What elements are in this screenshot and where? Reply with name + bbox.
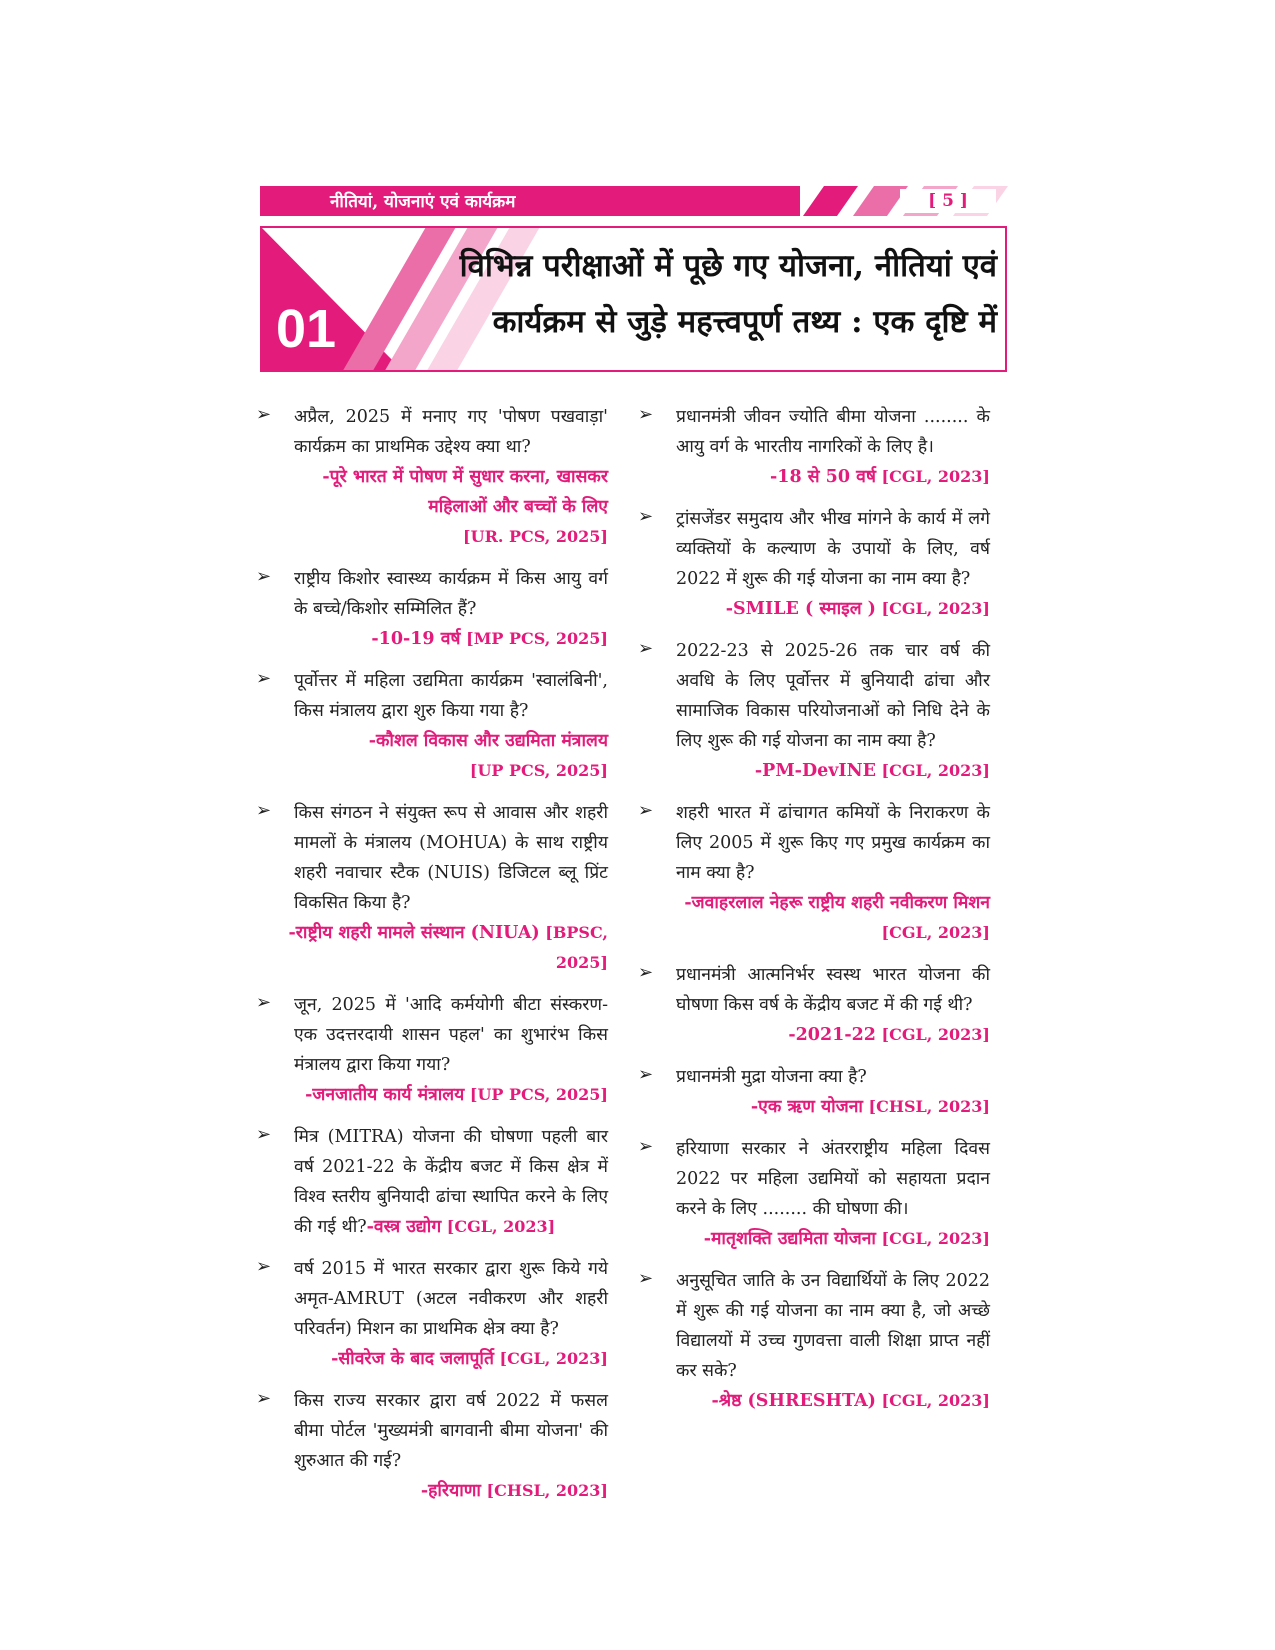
- answer-line: [294, 1080, 608, 1110]
- arrow-bullet-icon: ➢: [638, 1268, 654, 1289]
- source: [UP PCS, 2025]: [469, 1085, 608, 1104]
- question: अनुसूचित जाति के उन विद्यार्थियों के लिए 2022 में शुरू की गई योजना का नाम क्या है, जो अच्छे विद्यालयों में उच्च गुणवत्ता वाली शिक्षा प्राप्त नहीं कर सके?: [676, 1271, 990, 1381]
- question: प्रधानमंत्री जीवन ज्योति बीमा योजना ........ के आयु वर्ग के भारतीय नागरिकों के लिए है।: [676, 407, 990, 457]
- list-item: [636, 1062, 990, 1122]
- list-item: [636, 798, 990, 948]
- arrow-bullet-icon: ➢: [638, 962, 654, 983]
- question: प्रधानमंत्री आत्मनिर्भर स्वस्थ भारत योजना की घोषणा किस वर्ष के केंद्रीय बजट में की गई थी?: [676, 965, 990, 1015]
- chapter-title-line2: कार्यक्रम से जुड़े महत्त्वपूर्ण तथ्य : एक दृष्टि में: [492, 304, 997, 340]
- chapter-banner: [260, 226, 1007, 372]
- question: अप्रैल, 2025 में मनाए गए 'पोषण पखवाड़ा' कार्यक्रम का प्राथमिक उद्देश्य क्या था?: [294, 407, 608, 457]
- answer: -मातृशक्ति उद्यमिता योजना: [703, 1229, 876, 1249]
- answer: -SMILE ( स्माइल ): [725, 599, 876, 619]
- answer-line: [676, 756, 990, 786]
- question: किस संगठन ने संयुक्त रूप से आवास और शहरी मामलों के मंत्रालय (MOHUA) के साथ राष्ट्रीय शहरी नवाचार स्टैक (NUIS) डिजिटल ब्लू प्रिंट विकसित किया है?: [294, 803, 608, 913]
- answer: -राष्ट्रीय शहरी मामले संस्थान (NIUA): [288, 923, 540, 943]
- page-number: [ 5 ]: [900, 189, 996, 213]
- answer: -जवाहरलाल नेहरू राष्ट्रीय शहरी नवीकरण मिशन: [684, 893, 990, 913]
- source: [CGL, 2023]: [881, 1391, 990, 1410]
- answer-line: [294, 1476, 608, 1506]
- running-header: [260, 186, 1007, 216]
- answer: -सीवरेज के बाद जलापूर्ति: [331, 1349, 494, 1369]
- question: ट्रांसजेंडर समुदाय और भीख मांगने के कार्य में लगे व्यक्तियों के कल्याण के उपायों के लिए, वर्ष 2022 में शुरू की गई योजना का नाम क्या है?: [676, 509, 990, 589]
- arrow-bullet-icon: ➢: [638, 800, 654, 821]
- question: वर्ष 2015 में भारत सरकार द्वारा शुरू किये गये अमृत-AMRUT (अटल नवीकरण और शहरी परिवर्तन) मिशन का प्राथमिक क्षेत्र क्या है?: [294, 1259, 608, 1339]
- arrow-bullet-icon: ➢: [638, 638, 654, 659]
- answer: -वस्त्र उद्योग: [366, 1217, 442, 1237]
- answer-line: [294, 624, 608, 654]
- source: [CHSL, 2023]: [868, 1097, 990, 1116]
- arrow-bullet-icon: ➢: [638, 506, 654, 527]
- question: पूर्वोत्तर में महिला उद्यमिता कार्यक्रम 'स्वालंबिनी', किस मंत्रालय द्वारा शुरु किया गया है?: [294, 671, 608, 721]
- arrow-bullet-icon: ➢: [256, 404, 272, 425]
- answer: -PM-DevINE: [754, 761, 876, 781]
- answer-line: [676, 1092, 990, 1122]
- answer-line: [254, 918, 608, 978]
- section-title: नीतियां, योजनाएं एवं कार्यक्रम: [330, 192, 516, 212]
- answer: -18 से 50 वर्ष: [770, 467, 876, 487]
- list-item: [636, 1134, 990, 1254]
- answer-line: [676, 888, 990, 948]
- source: [CGL, 2023]: [881, 599, 990, 618]
- answer: -एक ऋण योजना: [750, 1097, 863, 1117]
- answer-line: [294, 1344, 608, 1374]
- answer: -जनजातीय कार्य मंत्रालय: [305, 1085, 465, 1105]
- list-item: [254, 1122, 608, 1242]
- list-item: [636, 504, 990, 624]
- arrow-bullet-icon: ➢: [256, 800, 272, 821]
- chapter-number: 01: [276, 299, 337, 359]
- source: [MP PCS, 2025]: [466, 629, 608, 648]
- question: प्रधानमंत्री मुद्रा योजना क्या है?: [676, 1067, 867, 1087]
- list-item: [254, 990, 608, 1110]
- list-item: [636, 636, 990, 786]
- list-item: [636, 960, 990, 1050]
- arrow-bullet-icon: ➢: [256, 668, 272, 689]
- source: [CGL, 2023]: [881, 1229, 990, 1248]
- answer-line: [676, 1224, 990, 1254]
- left-column: [254, 402, 608, 1518]
- source: [CHSL, 2023]: [486, 1481, 608, 1500]
- answer-line: [676, 1020, 990, 1050]
- arrow-bullet-icon: ➢: [256, 1124, 272, 1145]
- answer-line: [676, 1386, 990, 1416]
- answer: -श्रेष्ठ (SHRESHTA): [711, 1391, 876, 1411]
- answer: -10-19 वर्ष: [371, 629, 461, 649]
- list-item: [254, 1254, 608, 1374]
- arrow-bullet-icon: ➢: [256, 566, 272, 587]
- source: [CGL, 2023]: [446, 1217, 556, 1236]
- answer-line: [294, 462, 608, 552]
- chapter-title: [437, 238, 997, 350]
- list-item: [254, 564, 608, 654]
- list-item: [254, 798, 608, 978]
- question: शहरी भारत में ढांचागत कमियों के निराकरण के लिए 2005 में शुरू किए गए प्रमुख कार्यक्रम का नाम क्या है?: [676, 803, 990, 883]
- arrow-bullet-icon: ➢: [638, 1064, 654, 1085]
- answer: -पूरे भारत में पोषण में सुधार करना, खासकर महिलाओं और बच्चों के लिए: [322, 467, 608, 517]
- list-item: [636, 1266, 990, 1416]
- question: राष्ट्रीय किशोर स्वास्थ्य कार्यक्रम में किस आयु वर्ग के बच्चे/किशोर सम्मिलित हैं?: [294, 569, 608, 619]
- source: [CGL, 2023]: [499, 1349, 608, 1368]
- question: 2022-23 से 2025-26 तक चार वर्ष की अवधि के लिए पूर्वोत्तर में बुनियादी ढांचा और सामाजिक विकास परियोजनाओं को निधि देने के लिए शुरू की गई योजना का नाम क्या है?: [676, 641, 990, 751]
- question: हरियाणा सरकार ने अंतरराष्ट्रीय महिला दिवस 2022 पर महिला उद्यमियों को सहायता प्रदान करने के लिए ........ की घोषणा की।: [676, 1139, 990, 1219]
- source: [CGL, 2023]: [881, 761, 990, 780]
- answer: -हरियाणा: [420, 1481, 481, 1501]
- answer: -कौशल विकास और उद्यमिता मंत्रालय: [368, 731, 608, 751]
- question: [294, 1122, 608, 1242]
- list-item: [254, 402, 608, 552]
- source: [UR. PCS, 2025]: [463, 527, 608, 546]
- question: जून, 2025 में 'आदि कर्मयोगी बीटा संस्करण-एक उदत्तरदायी शासन पहल' का शुभारंभ किस मंत्रालय द्वारा किया गया?: [294, 995, 608, 1075]
- source: [CGL, 2023]: [881, 923, 990, 942]
- question-text: मित्र (MITRA) योजना की घोषणा पहली बार वर्ष 2021-22 के केंद्रीय बजट में किस क्षेत्र में विश्व स्तरीय बुनियादी ढांचा स्थापित करने के लिए की गई थी?: [294, 1127, 608, 1237]
- source: [CGL, 2023]: [881, 1025, 990, 1044]
- answer: -2021-22: [788, 1025, 876, 1045]
- question: किस राज्य सरकार द्वारा वर्ष 2022 में फसल बीमा पोर्टल 'मुख्यमंत्री बागवानी बीमा योजना' की शुरुआत की गई?: [294, 1391, 608, 1471]
- list-item: [636, 402, 990, 492]
- source: [UP PCS, 2025]: [469, 761, 608, 780]
- arrow-bullet-icon: ➢: [256, 1256, 272, 1277]
- arrow-bullet-icon: ➢: [256, 1388, 272, 1409]
- answer-line: [676, 594, 990, 624]
- source: [BPSC, 2025]: [545, 923, 608, 972]
- list-item: [254, 666, 608, 786]
- source: [CGL, 2023]: [881, 467, 990, 486]
- answer-line: [294, 726, 608, 786]
- answer-line: [676, 462, 990, 492]
- arrow-bullet-icon: ➢: [638, 1136, 654, 1157]
- list-item: [254, 1386, 608, 1506]
- chapter-title-line1: विभिन्न परीक्षाओं में पूछे गए योजना, नीतियां एवं: [459, 248, 997, 284]
- arrow-bullet-icon: ➢: [256, 992, 272, 1013]
- right-column: [636, 402, 990, 1428]
- arrow-bullet-icon: ➢: [638, 404, 654, 425]
